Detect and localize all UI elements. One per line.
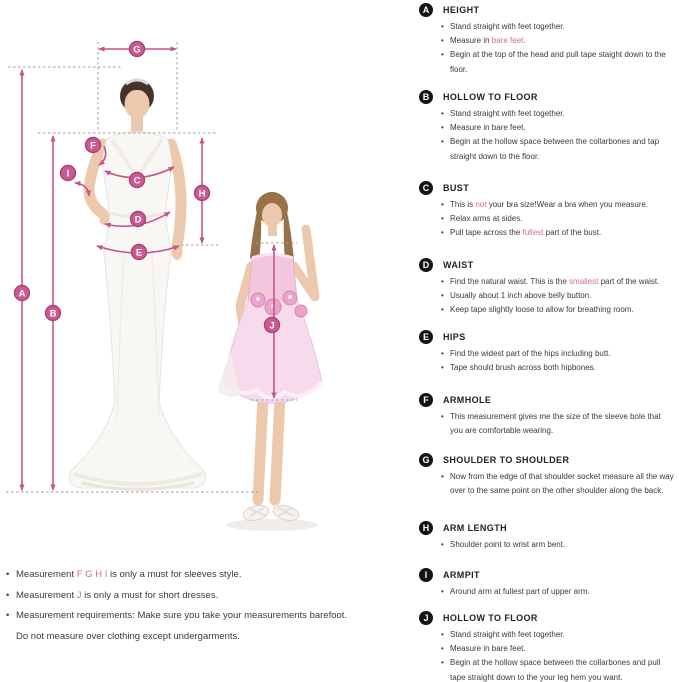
bullet-item: • Begin at the hollow space between the collarbones and tap straight down to the floor. xyxy=(441,135,675,163)
bullet-item: • Stand straight with feet together. xyxy=(441,20,675,34)
note-item: Do not measure over clothing except undergarments. xyxy=(16,630,240,642)
section-h xyxy=(419,521,677,552)
section-g xyxy=(419,453,677,498)
section-a xyxy=(419,3,677,77)
svg-text:A: A xyxy=(18,288,26,300)
section-letter-badge: C xyxy=(419,181,433,195)
note-item: • Measurement F G H I is only a must for sleeves style. xyxy=(6,565,418,586)
section-title: HEIGHT xyxy=(443,5,480,15)
bullet-item: • Find the natural waist. This is the smallest part of the waist. xyxy=(441,275,675,289)
marker-j xyxy=(265,318,280,333)
bride-left-arm xyxy=(89,144,103,214)
note-item: • Measurement requirements: Make sure you take your measurements barefoot. xyxy=(6,606,418,627)
bullet-item: • This measurement gives me the size of the sleeve bole that you are comfortable wearing. xyxy=(441,410,675,438)
section-title: ARMPIT xyxy=(443,570,480,580)
bullet-item: • Around arm at fullest part of upper arm. xyxy=(441,585,675,599)
section-letter-badge: G xyxy=(419,453,433,467)
section-d xyxy=(419,258,677,318)
svg-text:E: E xyxy=(135,247,143,259)
marker-a xyxy=(15,286,30,301)
note-item: • Measurement J is only a must for short dresses. xyxy=(6,586,418,607)
section-j xyxy=(419,611,677,682)
section-i xyxy=(419,568,677,599)
section-letter-badge: I xyxy=(419,568,433,582)
svg-text:G: G xyxy=(133,44,141,56)
bullet-item: • Keep tape slightly loose to allow for breathing room. xyxy=(441,303,675,317)
bullet-item: • Stand straight with feet together. xyxy=(441,628,675,642)
svg-text:B: B xyxy=(49,308,57,320)
section-b xyxy=(419,90,677,164)
section-letter-badge: H xyxy=(419,521,433,535)
section-title: ARMHOLE xyxy=(443,395,492,405)
bullet-item: • Measure in bare feet. xyxy=(441,121,675,135)
section-e xyxy=(419,330,677,375)
bullet-item: • Stand straight with feet together. xyxy=(441,107,675,121)
bullet-item: • Measure in bare feet. xyxy=(441,642,675,656)
marker-f xyxy=(86,138,101,153)
section-title: BUST xyxy=(443,183,470,193)
bullet-item: • Find the widest part of the hips including butt. xyxy=(441,347,675,361)
bullet-item: • This is not your bra size!Wear a bra when you measure. xyxy=(441,198,675,212)
svg-text:C: C xyxy=(133,175,141,187)
short-dress-right-arm xyxy=(294,229,315,297)
svg-text:I: I xyxy=(66,168,70,180)
section-title: HOLLOW TO FLOOR xyxy=(443,613,538,623)
bullet-item: • Measure in bare feet. xyxy=(441,34,675,48)
marker-d xyxy=(131,212,146,227)
svg-text:F: F xyxy=(90,140,96,152)
bullet-item: • Relax arms at sides. xyxy=(441,212,675,226)
svg-text:J: J xyxy=(269,320,275,332)
bullet-item: • Shoulder point to wrist arm bent. xyxy=(441,538,675,552)
marker-i xyxy=(61,166,76,181)
section-title: ARM LENGTH xyxy=(443,523,507,533)
section-title: WAIST xyxy=(443,260,474,270)
section-letter-badge: B xyxy=(419,90,433,104)
section-letter-badge: F xyxy=(419,393,433,407)
section-letter-badge: J xyxy=(419,611,433,625)
bullet-item: • Tape should brush across both hipbones. xyxy=(441,361,675,375)
section-letter-badge: A xyxy=(419,3,433,17)
bullet-item: • Pull tape across the fullest part of the bust. xyxy=(441,226,675,240)
figure-short-dress xyxy=(218,192,322,531)
section-title: HOLLOW TO FLOOR xyxy=(443,92,538,102)
svg-text:D: D xyxy=(134,214,142,226)
section-f xyxy=(419,393,677,438)
section-letter-badge: D xyxy=(419,258,433,272)
section-letter-badge: E xyxy=(419,330,433,344)
section-c xyxy=(419,181,677,241)
bullet-item: • Begin at the top of the head and pull tape staight down to the floor. xyxy=(441,48,675,76)
marker-c xyxy=(130,173,145,188)
section-title: HIPS xyxy=(443,332,466,342)
marker-b xyxy=(46,306,61,321)
bride-right-arm xyxy=(171,144,181,246)
measure-sections xyxy=(419,0,679,682)
marker-h xyxy=(195,186,210,201)
bullet-item: • Begin at the hollow space between the collarbones and pull tape straight down to the your leg hem you want. xyxy=(441,656,675,682)
svg-text:H: H xyxy=(198,188,206,200)
measurement-notes xyxy=(6,565,418,647)
bullet-item: • Now from the edge of that shoulder socket measure all the way over to the same point on the other shoulder along the back. xyxy=(441,470,675,498)
marker-e xyxy=(132,245,147,260)
bullet-item: • Usually about 1 inch above belly button. xyxy=(441,289,675,303)
marker-g xyxy=(130,42,145,57)
section-title: SHOULDER TO SHOULDER xyxy=(443,455,570,465)
